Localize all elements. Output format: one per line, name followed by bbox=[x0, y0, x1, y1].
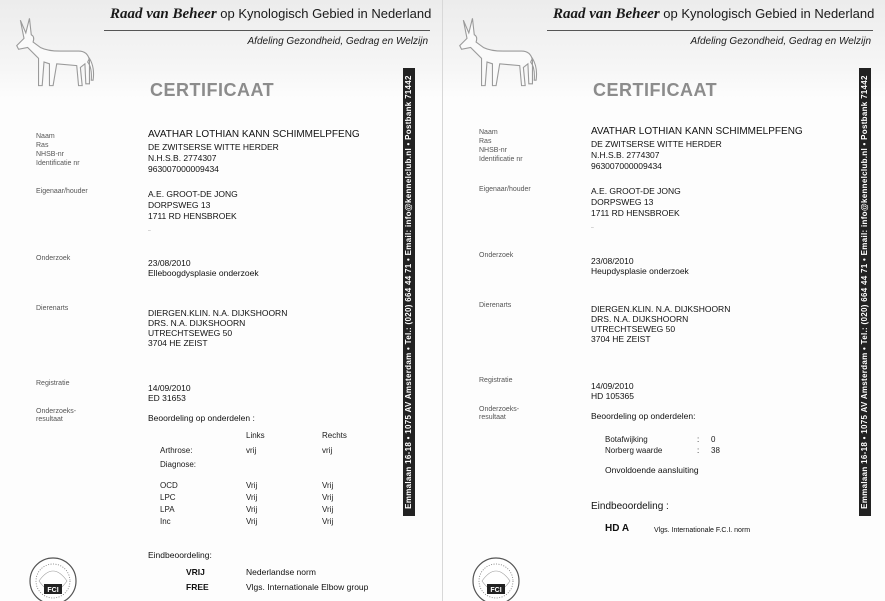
row-value-rechts: vrij bbox=[322, 446, 333, 455]
dog-name: AVATHAR LOTHIAN KANN SCHIMMELPFENG bbox=[591, 126, 803, 137]
row-separator: : bbox=[697, 446, 700, 455]
vet-line-4: 3704 HE ZEIST bbox=[148, 338, 208, 348]
final-description: Vlgs. Internationale F.C.I. norm bbox=[654, 527, 751, 534]
fine-print-owner: – bbox=[148, 228, 151, 234]
label-dierenarts: Dierenarts bbox=[36, 305, 69, 312]
row-label: Norberg waarde bbox=[605, 446, 663, 455]
label-resultaat-1: Onderzoeks- bbox=[36, 408, 77, 415]
label-identificatie: Identificatie nr bbox=[36, 160, 80, 167]
exam-type: Heupdysplasie onderzoek bbox=[591, 266, 689, 276]
final-code: VRIJ bbox=[186, 567, 205, 577]
registration-number: HD 105365 bbox=[591, 391, 635, 401]
department-name: Afdeling Gezondheid, Gedrag en Welzijn bbox=[690, 36, 871, 47]
certificate-title: CERTIFICAAT bbox=[593, 80, 718, 100]
contact-text: Emmalaan 16-18 • 1075 AV Amsterdam • Tel.: (020) 664 44 71 • Email: info@kennelclub.nl • Postbank 71442 bbox=[860, 75, 869, 509]
department-name: Afdeling Gezondheid, Gedrag en Welzijn bbox=[247, 36, 428, 47]
fine-print-owner: – bbox=[591, 225, 594, 231]
row-label: Arthrose: bbox=[160, 446, 193, 455]
vet-line-3: UTRECHTSEWEG 50 bbox=[591, 324, 676, 334]
header-rule bbox=[104, 30, 430, 31]
column-header-rechts: Rechts bbox=[322, 431, 347, 440]
dog-chip: 963007000009434 bbox=[148, 164, 219, 174]
contact-sidebar bbox=[403, 68, 415, 516]
vet-line-1: DIERGEN.KLIN. N.A. DIJKSHOORN bbox=[148, 308, 288, 318]
row-value-rechts: Vrij bbox=[322, 493, 334, 502]
label-registratie: Registratie bbox=[36, 380, 70, 387]
exam-date: 23/08/2010 bbox=[591, 256, 634, 266]
dog-breed: DE ZWITSERSE WITTE HERDER bbox=[148, 142, 279, 152]
fci-seal-label: FCI bbox=[490, 587, 502, 594]
row-separator: : bbox=[697, 435, 700, 444]
row-value-links: Vrij bbox=[246, 505, 258, 514]
final-code: HD A bbox=[605, 523, 630, 534]
column-header-links: Links bbox=[246, 431, 265, 440]
label-naam: Naam bbox=[36, 133, 55, 140]
row-label: LPC bbox=[160, 493, 176, 502]
fci-seal-icon bbox=[28, 556, 78, 601]
final-assessment-title: Eindbeoordeling: bbox=[148, 550, 212, 560]
dog-breed: DE ZWITSERSE WITTE HERDER bbox=[591, 139, 722, 149]
row-value-rechts: Vrij bbox=[322, 517, 334, 526]
contact-text: Emmalaan 16-18 • 1075 AV Amsterdam • Tel.: (020) 664 44 71 • Email: info@kennelclub.nl • Postbank 71442 bbox=[404, 75, 413, 509]
label-resultaat-1: Onderzoeks- bbox=[479, 406, 520, 413]
label-ras: Ras bbox=[479, 138, 492, 145]
owner-name: A.E. GROOT-DE JONG bbox=[591, 186, 681, 196]
label-nhsb: NHSB-nr bbox=[36, 151, 65, 158]
row-label: Inc bbox=[160, 517, 171, 526]
dog-name: AVATHAR LOTHIAN KANN SCHIMMELPFENG bbox=[148, 129, 360, 140]
exam-date: 23/08/2010 bbox=[148, 258, 191, 268]
dog-logo-icon bbox=[447, 8, 547, 96]
label-dierenarts: Dierenarts bbox=[479, 302, 512, 309]
owner-name: A.E. GROOT-DE JONG bbox=[148, 189, 238, 199]
row-value-links: Vrij bbox=[246, 481, 258, 490]
organization-rest: op Kynologisch Gebied in Nederland bbox=[216, 6, 432, 21]
row-label: Diagnose: bbox=[160, 460, 197, 469]
label-resultaat-2: resultaat bbox=[36, 416, 63, 423]
row-value-links: Vrij bbox=[246, 517, 258, 526]
organization-name bbox=[553, 6, 873, 23]
dog-chip: 963007000009434 bbox=[591, 161, 662, 171]
certificate-elbow bbox=[0, 0, 442, 601]
final-description: Vlgs. Internationale Elbow group bbox=[246, 582, 369, 592]
row-label: OCD bbox=[160, 481, 178, 490]
organization-rest: op Kynologisch Gebied in Nederland bbox=[659, 6, 875, 21]
row-value-rechts: Vrij bbox=[322, 505, 334, 514]
label-nhsb: NHSB-nr bbox=[479, 147, 508, 154]
owner-street: DORPSWEG 13 bbox=[148, 200, 211, 210]
vet-line-3: UTRECHTSEWEG 50 bbox=[148, 328, 233, 338]
dog-nhsb: N.H.S.B. 2774307 bbox=[591, 150, 660, 160]
fci-seal-icon bbox=[471, 556, 521, 601]
owner-city: 1711 RD HENSBROEK bbox=[591, 208, 680, 218]
registration-date: 14/09/2010 bbox=[148, 383, 191, 393]
row-value-links: vrij bbox=[246, 446, 257, 455]
row-value-links: Vrij bbox=[246, 493, 258, 502]
fci-seal-label: FCI bbox=[47, 587, 59, 594]
label-onderzoek: Onderzoek bbox=[479, 252, 514, 259]
row-label: Botafwijking bbox=[605, 435, 648, 444]
owner-street: DORPSWEG 13 bbox=[591, 197, 654, 207]
registration-number: ED 31653 bbox=[148, 393, 186, 403]
exam-type: Elleboogdysplasie onderzoek bbox=[148, 268, 259, 278]
organization-name bbox=[110, 6, 430, 23]
joint-fit-note: Onvoldoende aansluiting bbox=[605, 465, 699, 475]
label-ras: Ras bbox=[36, 142, 49, 149]
certificate-hip bbox=[443, 0, 885, 601]
label-naam: Naam bbox=[479, 129, 498, 136]
label-resultaat-2: resultaat bbox=[479, 414, 506, 421]
label-eigenaar: Eigenaar/houder bbox=[36, 188, 88, 195]
certificate-title: CERTIFICAAT bbox=[150, 80, 275, 100]
registration-date: 14/09/2010 bbox=[591, 381, 634, 391]
final-description: Nederlandse norm bbox=[246, 567, 316, 577]
label-registratie: Registratie bbox=[479, 377, 513, 384]
vet-line-2: DRS. N.A. DIJKSHOORN bbox=[148, 318, 246, 328]
row-label: LPA bbox=[160, 505, 175, 514]
header-rule bbox=[547, 30, 873, 31]
label-eigenaar: Eigenaar/houder bbox=[479, 186, 531, 193]
dog-nhsb: N.H.S.B. 2774307 bbox=[148, 153, 217, 163]
assessment-title: Beoordeling op onderdelen: bbox=[591, 411, 696, 421]
row-value: 0 bbox=[711, 435, 716, 444]
vet-line-2: DRS. N.A. DIJKSHOORN bbox=[591, 314, 689, 324]
row-value-rechts: Vrij bbox=[322, 481, 334, 490]
row-value: 38 bbox=[711, 446, 720, 455]
vet-line-4: 3704 HE ZEIST bbox=[591, 334, 651, 344]
assessment-title: Beoordeling op onderdelen : bbox=[148, 413, 255, 423]
brand-name: Raad van Beheer bbox=[110, 6, 217, 22]
brand-name: Raad van Beheer bbox=[553, 6, 660, 22]
dog-logo-icon bbox=[4, 8, 104, 96]
label-onderzoek: Onderzoek bbox=[36, 255, 71, 262]
final-assessment-title: Eindbeoordeling : bbox=[591, 501, 669, 512]
contact-sidebar bbox=[859, 68, 871, 516]
final-code: FREE bbox=[186, 582, 209, 592]
owner-city: 1711 RD HENSBROEK bbox=[148, 211, 237, 221]
label-identificatie: Identificatie nr bbox=[479, 156, 523, 163]
vet-line-1: DIERGEN.KLIN. N.A. DIJKSHOORN bbox=[591, 304, 731, 314]
